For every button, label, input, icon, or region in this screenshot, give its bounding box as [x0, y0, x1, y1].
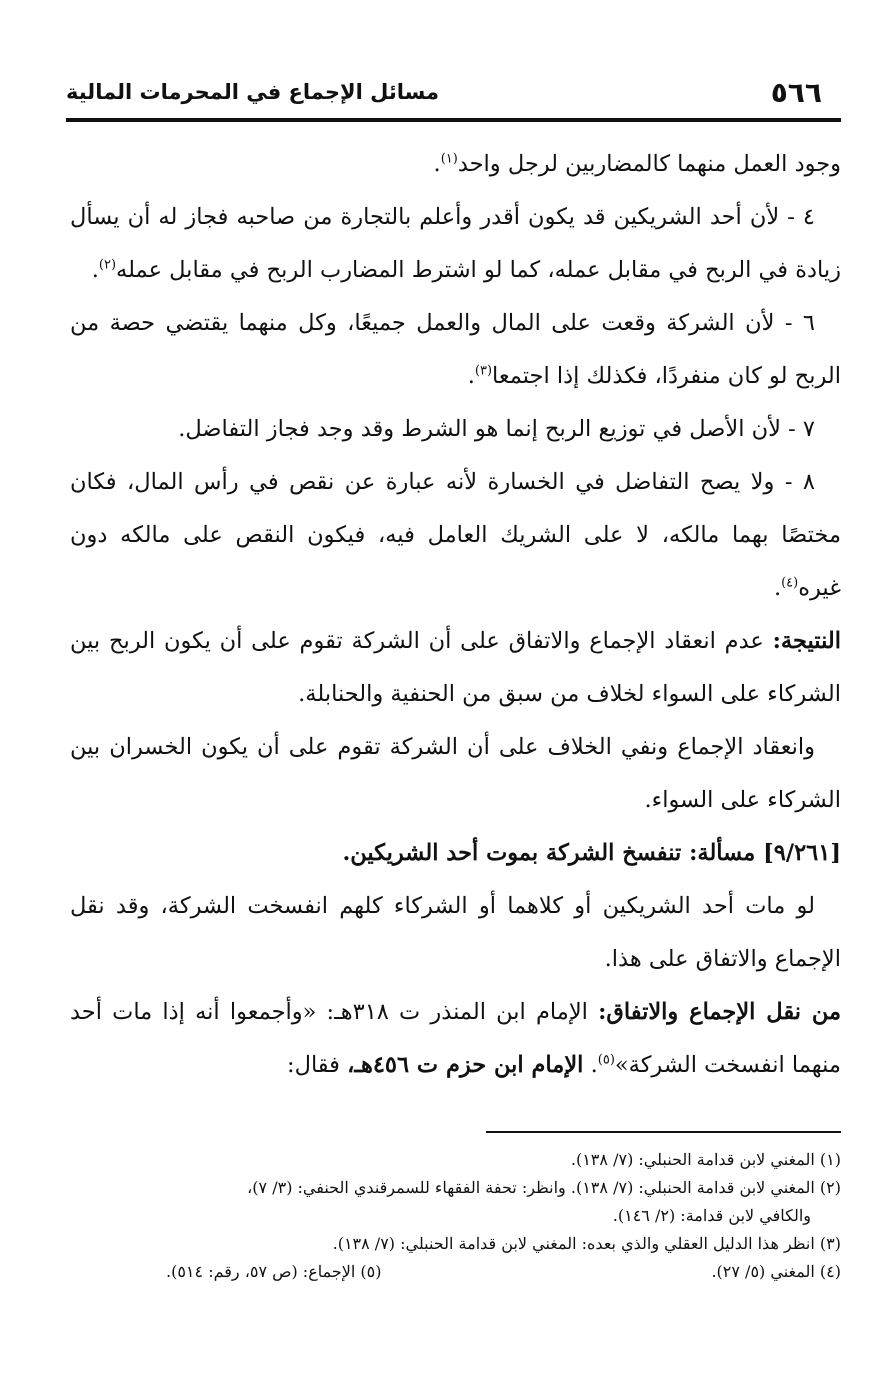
transmission-paragraph: من نقل الإجماع والاتفاق: الإمام ابن المنذر ت ٣١٨هـ: «وأجمعوا أنه إذا مات أحد منهما انفسخت الشركة»$^{(٥)}$. الإمام ابن حزم ت ٤٥٦هـ، فقال: [70, 999, 842, 1078]
footnote-ref: (٤) [781, 575, 799, 591]
footnote-ref: (٢) [98, 257, 117, 273]
footnote-row [66, 1258, 841, 1286]
transmission-label: من نقل الإجماع والاتفاق: [598, 999, 842, 1025]
footnote-4: (٤) المغني (٥/ ٢٧). [711, 1262, 841, 1281]
argument-7: ٧ - لأن الأصل في توزيع الربح إنما هو الشرط وقد وجد فجاز التفاضل. [178, 416, 815, 442]
argument-8: ٨ - ولا يصح التفاضل في الخسارة لأنه عبارة عن نقص في رأس المال، فكان مختصًا بهما مالكه، لا على الشريك العامل فيه، فيكون النقص على مالكه دون غيره$^{(٤)}$. [70, 469, 841, 601]
footnote-ref: (١) [440, 151, 458, 167]
issue-paragraph: لو مات أحد الشريكين أو كلاهما أو الشركاء كلهم انفسخت الشركة، وقد نقل الإجماع والاتفاق على هذا. [70, 893, 841, 972]
footnotes [66, 1146, 841, 1286]
argument-4: ٤ - لأن أحد الشريكين قد يكون أقدر وأعلم بالتجارة من صاحبه فجاز له أن يسأل زيادة في الربح في مقابل عمله، كما لو اشترط المضارب الربح في مقابل عمله$^{(٢)}$. [70, 204, 841, 283]
header-divider [66, 118, 841, 122]
page-header [66, 72, 822, 112]
result-paragraph: النتيجة: عدم انعقاد الإجماع والاتفاق على أن الشركة تقوم على أن يكون الربح بين الشركاء على السواء لخلاف من سبق من الحنفية والحنابلة. [70, 628, 841, 707]
footnote-3: (٣) انظر هذا الدليل العقلي والذي بعده: المغني لابن قدامة الحنبلي: (٧/ ١٣٨). [332, 1234, 841, 1253]
issue-title: مسألة: تنفسخ الشركة بموت أحد الشريكين. [342, 840, 764, 866]
footnote-2: (٢) المغني لابن قدامة الحنبلي: (٧/ ١٣٨). وانظر: تحفة الفقهاء للسمرقندي الحنفي: (٣/ ٧)، [247, 1178, 841, 1197]
main-text [70, 138, 841, 1092]
footnote-5: (٥) الإجماع: (ص ٥٧، رقم: ٥١٤). [166, 1262, 382, 1281]
paragraph-continuation: وجود العمل منهما كالمضاربين لرجل واحد$^{(١)}$. [433, 151, 841, 177]
running-title: مسائل الإجماع في المحرمات المالية [66, 80, 439, 104]
page-number: ٥٦٦ [770, 75, 822, 109]
issue-heading [70, 827, 841, 880]
issue-number: [٩/٢٦١] [763, 840, 841, 866]
footnote-ref: (٥) [597, 1052, 615, 1068]
result-paragraph-2: وانعقاد الإجماع ونفي الخلاف على أن الشركة تقوم على أن يكون الخسران بين الشركاء على السواء. [70, 734, 841, 813]
footnote-divider [486, 1131, 841, 1133]
result-label: النتيجة: [772, 628, 841, 654]
argument-6: ٦ - لأن الشركة وقعت على المال والعمل جميعًا، وكل منهما يقتضي حصة من الربح لو كان منفردًا، فكذلك إذا اجتمعا$^{(٣)}$. [70, 310, 841, 389]
footnote-1: (١) المغني لابن قدامة الحنبلي: (٧/ ١٣٨). [570, 1150, 841, 1169]
footnote-ref: (٣) [474, 363, 493, 379]
footnote-2-continuation: والكافي لابن قدامة: (٢/ ١٤٦). [612, 1206, 811, 1225]
